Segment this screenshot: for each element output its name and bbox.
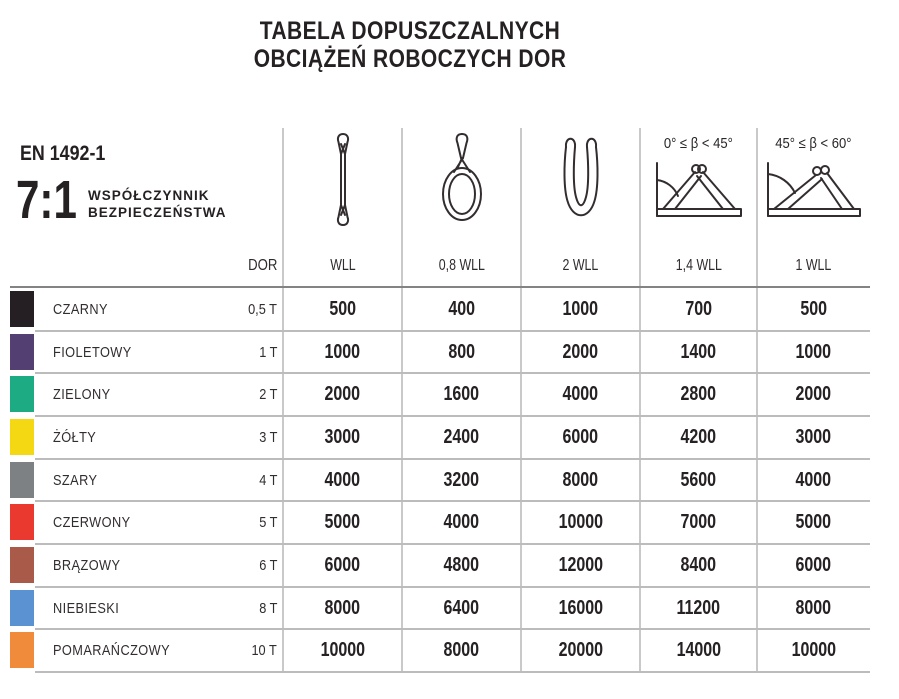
table-row [10, 459, 870, 502]
load-value: 20000 [558, 639, 603, 662]
load-value: 400 [448, 298, 475, 320]
header-08wll-text: 0,8 WLL [438, 257, 485, 274]
dor-cell [160, 587, 277, 630]
standard-text: EN 1492-1 [20, 142, 106, 165]
standard-label [20, 142, 120, 166]
load-value: 4200 [680, 425, 717, 448]
load-value: 6000 [795, 553, 832, 576]
table-row [10, 501, 870, 544]
wll-cell [283, 288, 402, 331]
header-wll-text: WLL [329, 257, 356, 274]
safety-factor-label-line-1: WSPÓŁCZYNNIK [88, 188, 210, 203]
figure-choke-hitch [402, 126, 521, 245]
load-table-body [10, 288, 870, 672]
choke-cell [402, 416, 521, 459]
angled-45-60-cell [757, 587, 870, 630]
angled-45-60-cell [757, 331, 870, 374]
safety-factor-label-line-2: BEZPIECZEŃSTWA [88, 204, 227, 220]
load-value: 3000 [324, 425, 361, 448]
load-value: 6000 [324, 553, 361, 576]
dor-value: 3 T [258, 428, 277, 446]
load-value: 500 [329, 298, 356, 320]
figure-vertical-sling [283, 126, 402, 245]
angled-45-60-cell [757, 544, 870, 587]
color-name-cell [53, 331, 146, 374]
header-dor [190, 245, 277, 287]
basket-cell [521, 373, 640, 416]
wll-cell [283, 373, 402, 416]
page-title [210, 17, 610, 73]
choke-cell [402, 373, 521, 416]
safety-factor-ratio-text: 7:1 [16, 170, 77, 230]
figure-angled-basket-0-45 [640, 126, 757, 245]
table-row [10, 629, 870, 672]
load-value: 16000 [558, 596, 603, 619]
dor-value: 0,5 T [248, 301, 277, 318]
angle-range-label [660, 134, 737, 154]
dor-value: 6 T [258, 556, 277, 574]
load-value: 11200 [676, 596, 721, 619]
choke-cell [402, 331, 521, 374]
load-value: 10000 [320, 639, 365, 662]
load-value: 6000 [562, 425, 599, 448]
wll-cell [283, 544, 402, 587]
dor-cell [160, 373, 277, 416]
dor-value: 10 T [251, 642, 277, 660]
color-name-cell [53, 501, 144, 544]
header-2wll-text: 2 WLL [562, 257, 599, 274]
color-name: FIOLETOWY [53, 343, 132, 361]
basket-cell [521, 288, 640, 331]
header-wll [283, 245, 402, 287]
load-value: 2000 [795, 383, 832, 406]
color-swatch [10, 504, 34, 540]
basket-cell [521, 459, 640, 502]
table-row [10, 416, 870, 459]
load-value: 5000 [795, 511, 832, 534]
basket-cell [521, 544, 640, 587]
color-name: BRĄZOWY [53, 556, 121, 574]
basket-cell [521, 501, 640, 544]
dor-cell [160, 288, 277, 331]
basket-cell [521, 331, 640, 374]
load-value: 5000 [324, 511, 361, 534]
load-value: 4800 [443, 553, 480, 576]
color-swatch [10, 334, 34, 370]
dor-cell [160, 544, 277, 587]
angle-range-text: 45° ≤ β < 60° [775, 136, 852, 152]
angled-45-60-cell [757, 373, 870, 416]
angled-0-45-cell [640, 459, 757, 502]
wll-cell [283, 629, 402, 672]
header-14wll-text: 1,4 WLL [675, 257, 722, 274]
load-value: 1000 [795, 340, 832, 363]
header-1wll-text: 1 WLL [795, 257, 832, 274]
color-name: ZIELONY [53, 386, 111, 404]
color-name: CZARNY [53, 301, 108, 318]
table-row [10, 373, 870, 416]
choke-cell [402, 501, 521, 544]
angled-0-45-cell [640, 587, 757, 630]
color-swatch [10, 590, 34, 626]
load-value: 2000 [562, 340, 599, 363]
load-value: 4000 [562, 383, 599, 406]
load-value: 1000 [562, 298, 599, 320]
color-swatch [10, 376, 34, 412]
choke-cell [402, 587, 521, 630]
color-name-cell [53, 544, 132, 587]
wll-cell [283, 459, 402, 502]
choke-cell [402, 544, 521, 587]
table-row [10, 288, 870, 331]
load-value: 500 [800, 298, 827, 320]
angled-basket-45-60-icon [764, 160, 864, 222]
wll-cell [283, 331, 402, 374]
basket-cell [521, 629, 640, 672]
color-swatch [10, 547, 34, 583]
load-value: 12000 [558, 553, 603, 576]
load-value: 800 [448, 340, 475, 363]
angled-0-45-cell [640, 288, 757, 331]
header-dor-text: DOR [247, 257, 277, 274]
angled-45-60-cell [757, 501, 870, 544]
angle-range-label [771, 134, 856, 154]
page-title-line-1: TABELA DOPUSZCZALNYCH [259, 17, 561, 45]
load-value: 4000 [795, 468, 832, 491]
load-value: 8000 [324, 596, 361, 619]
load-value: 2000 [324, 383, 361, 406]
choke-cell [402, 459, 521, 502]
color-swatch [10, 419, 34, 455]
load-value: 8400 [680, 553, 717, 576]
dor-value: 2 T [258, 386, 277, 404]
dor-value: 5 T [258, 514, 277, 532]
load-value: 14000 [676, 639, 721, 662]
header-1wll [757, 245, 870, 287]
dor-value: 1 T [258, 343, 277, 361]
angled-0-45-cell [640, 373, 757, 416]
wll-cell [283, 416, 402, 459]
basket-hitch-sling-icon [558, 132, 604, 225]
table-row [10, 544, 870, 587]
angled-45-60-cell [757, 416, 870, 459]
choke-cell [402, 288, 521, 331]
color-name: ŻÓŁTY [53, 428, 97, 446]
figure-basket-hitch [521, 126, 640, 245]
color-swatch [10, 632, 34, 668]
load-value: 3000 [795, 425, 832, 448]
angled-45-60-cell [757, 629, 870, 672]
table-row [10, 587, 870, 630]
dor-cell [160, 331, 277, 374]
color-swatch [10, 291, 34, 327]
color-name-cell [53, 459, 105, 502]
load-value: 4000 [443, 511, 480, 534]
load-value: 8000 [443, 639, 480, 662]
safety-factor-ratio [16, 170, 94, 230]
wll-cell [283, 587, 402, 630]
basket-cell [521, 416, 640, 459]
angled-0-45-cell [640, 501, 757, 544]
color-name: POMARAŃCZOWY [53, 642, 171, 660]
load-value: 3200 [443, 468, 480, 491]
dor-value: 4 T [258, 471, 277, 489]
angled-0-45-cell [640, 544, 757, 587]
vertical-sling-icon [333, 132, 353, 227]
header-08wll [402, 245, 521, 287]
color-name-cell [53, 288, 118, 331]
load-value: 7000 [680, 511, 717, 534]
load-value: 6400 [443, 596, 480, 619]
color-swatch [10, 462, 34, 498]
dor-cell [160, 501, 277, 544]
load-value: 10000 [558, 511, 603, 534]
page-title-line-2: OBCIĄŻEŃ ROBOCZYCH DOR [253, 45, 567, 73]
load-value: 4000 [324, 468, 361, 491]
wll-cell [283, 501, 402, 544]
load-value: 1000 [324, 340, 361, 363]
load-value: 2800 [680, 383, 717, 406]
dor-value: 8 T [258, 599, 277, 617]
angled-0-45-cell [640, 416, 757, 459]
angled-basket-0-45-icon [653, 160, 745, 222]
choke-hitch-sling-icon [440, 132, 484, 225]
dor-cell [160, 459, 277, 502]
angled-45-60-cell [757, 288, 870, 331]
angle-range-text: 0° ≤ β < 45° [663, 136, 733, 152]
load-value: 8000 [562, 468, 599, 491]
header-2wll [521, 245, 640, 287]
color-name-cell [53, 416, 104, 459]
color-name-cell [53, 373, 121, 416]
dor-cell [160, 629, 277, 672]
figure-angled-basket-45-60 [757, 126, 870, 245]
color-name: CZERWONY [53, 514, 131, 532]
angled-45-60-cell [757, 459, 870, 502]
color-name: NIEBIESKI [53, 599, 120, 617]
angled-0-45-cell [640, 629, 757, 672]
load-value: 10000 [791, 639, 836, 662]
choke-cell [402, 629, 521, 672]
basket-cell [521, 587, 640, 630]
load-value: 2400 [443, 425, 480, 448]
color-name: SZARY [53, 471, 98, 489]
load-value: 700 [685, 298, 712, 320]
header-14wll [640, 245, 757, 287]
color-name-cell [53, 587, 131, 630]
angled-0-45-cell [640, 331, 757, 374]
table-row [10, 331, 870, 374]
load-value: 1400 [680, 340, 717, 363]
dor-cell [160, 416, 277, 459]
safety-factor-label [88, 188, 227, 221]
load-value: 5600 [680, 468, 717, 491]
load-value: 1600 [443, 383, 480, 406]
load-value: 8000 [795, 596, 832, 619]
